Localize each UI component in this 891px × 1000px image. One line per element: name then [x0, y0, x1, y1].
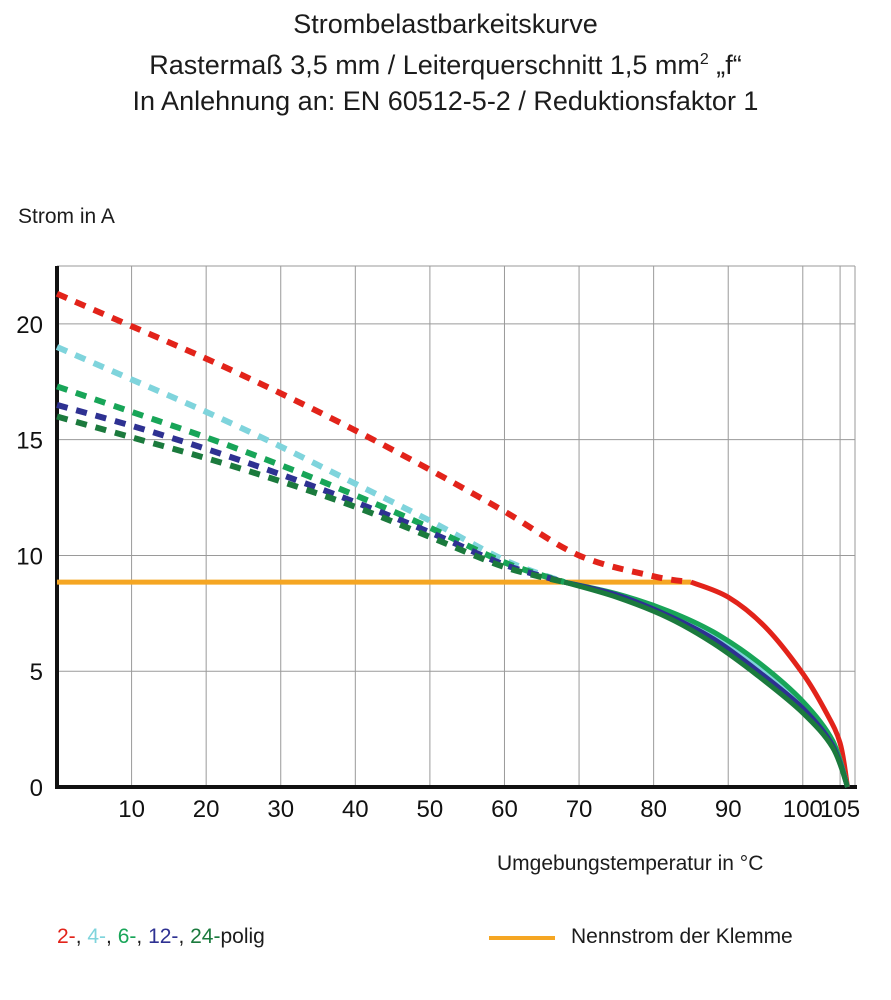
- legend-series-polig: [57, 925, 265, 949]
- y-axis-label: Strom in A: [18, 205, 115, 228]
- title-line-2-pre: Rastermaß 3,5 mm / Leiterquerschnitt 1,5 mm: [149, 50, 700, 80]
- x-tick-30: 30: [267, 796, 295, 823]
- series-4-polig: [57, 347, 564, 582]
- legend-part-1: ,: [75, 925, 88, 948]
- title-line-1: Strombelastbarkeitskurve: [293, 9, 598, 39]
- series-6-polig-solid-: [564, 582, 847, 787]
- x-tick-40: 40: [341, 796, 369, 823]
- plot-area: [0, 170, 891, 830]
- title-line-2: [0, 42, 891, 83]
- series-4-polig-solid-: [564, 582, 847, 787]
- y-tick-10: 10: [16, 543, 43, 571]
- legend-part-2: 4-: [87, 925, 107, 948]
- x-tick-20: 20: [192, 796, 220, 823]
- x-tick-50: 50: [416, 796, 444, 823]
- chart-legend: [0, 925, 891, 985]
- legend-part-8: 24-: [190, 925, 221, 948]
- title-line-2-sup: 2: [699, 51, 709, 68]
- x-tick-100: 100: [782, 796, 823, 823]
- series-2-polig: [57, 294, 691, 582]
- chart-svg: [0, 170, 891, 830]
- legend-nennstrom-label: Nennstrom der Klemme: [571, 925, 793, 948]
- y-tick-0: 0: [29, 775, 43, 802]
- chart-title-block: [0, 0, 891, 119]
- y-tick-5: 5: [29, 659, 43, 687]
- legend-part-4: 6-: [117, 925, 137, 948]
- legend-part-3: ,: [106, 925, 118, 948]
- series-12-polig-solid-: [564, 582, 847, 787]
- x-tick-10: 10: [118, 796, 145, 823]
- title-line-3: In Anlehnung an: EN 60512-5-2 / Reduktionsfaktor 1: [132, 86, 759, 116]
- nennstrom-line-swatch: [489, 936, 555, 940]
- title-line-2-post: „f“: [708, 50, 742, 80]
- legend-part-9: polig: [220, 925, 265, 948]
- y-tick-20: 20: [16, 311, 43, 339]
- x-tick-70: 70: [565, 796, 593, 823]
- legend-part-6: 12-: [148, 925, 179, 948]
- legend-part-0: 2-: [57, 925, 76, 948]
- legend-part-7: ,: [178, 925, 191, 948]
- legend-part-5: ,: [136, 925, 149, 948]
- x-axis-label: Umgebungstemperatur in °C: [497, 852, 764, 875]
- x-tick-105: 105: [820, 796, 861, 823]
- legend-nennstrom: [489, 925, 793, 949]
- x-tick-60: 60: [491, 796, 518, 823]
- x-tick-80: 80: [640, 796, 667, 823]
- x-tick-90: 90: [714, 796, 742, 823]
- series-24-polig-solid-: [564, 582, 847, 787]
- y-tick-15: 15: [16, 427, 43, 455]
